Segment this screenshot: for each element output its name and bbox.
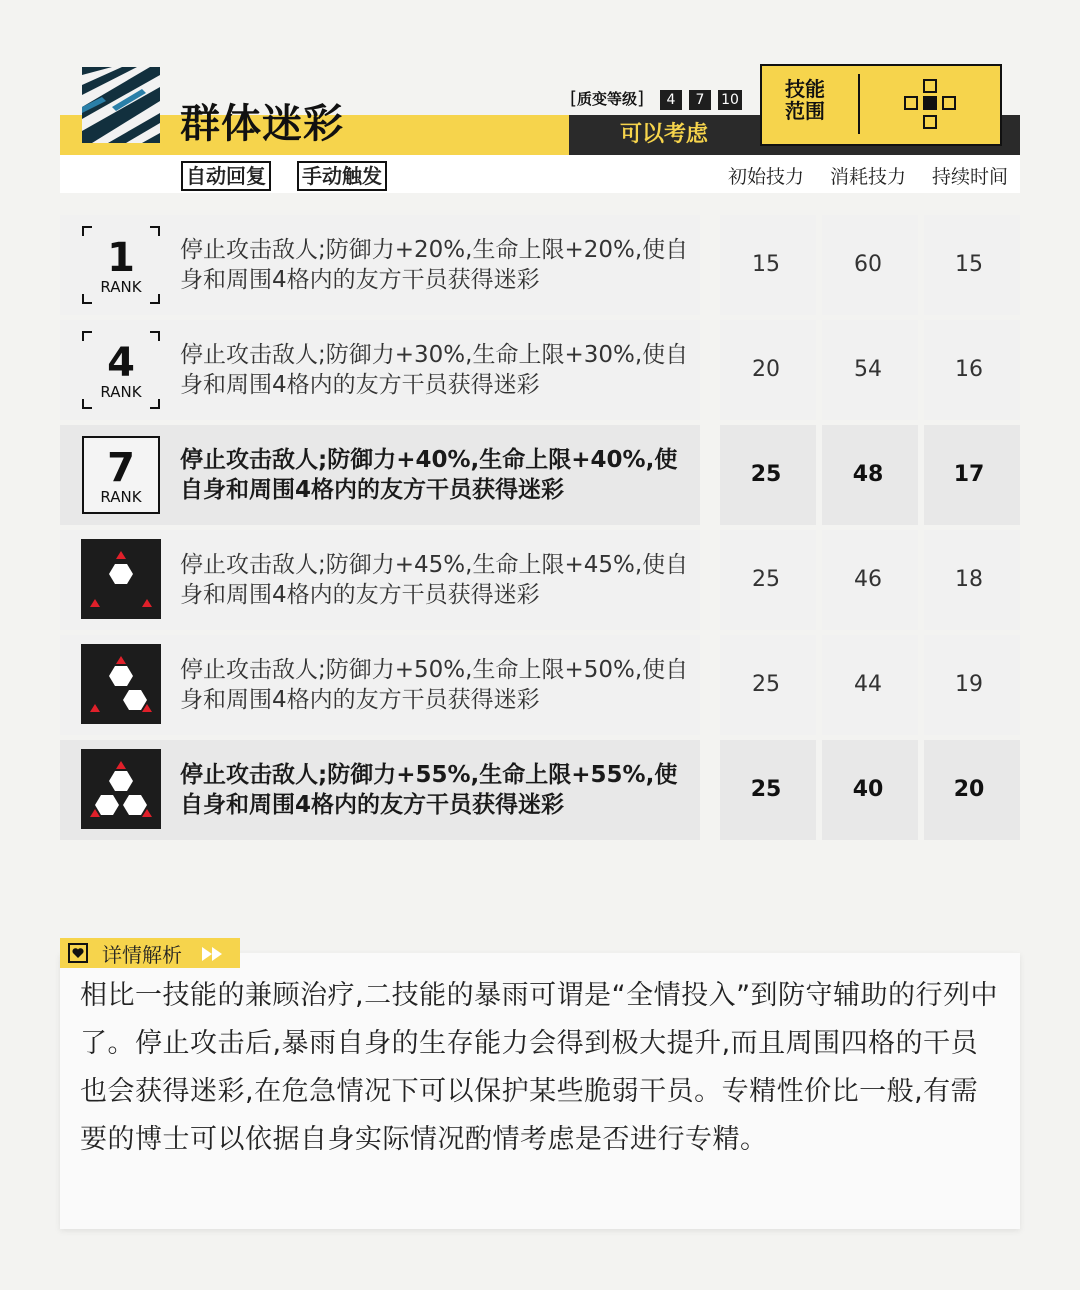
heart-icon [68, 943, 88, 967]
duration-value: 15 [955, 252, 983, 277]
duration-value: 19 [955, 672, 983, 697]
rank-badge [82, 331, 160, 409]
level-description: 停止攻击敌人;防御力+20%,生命上限+20%,使自身和周围4格内的友方干员获得迷彩 [180, 237, 689, 293]
duration-value: 18 [955, 567, 983, 592]
initial-sp-value: 25 [750, 777, 782, 802]
rank-number: 4 [107, 340, 135, 386]
duration-value: 16 [955, 357, 983, 382]
skill-name: 群体迷彩 [180, 101, 344, 147]
rank-label: RANK [100, 488, 142, 506]
mastery-level-7: 7 [689, 90, 711, 110]
analysis-text: 相比一技能的兼顾治疗,二技能的暴雨可谓是“全情投入”到防守辅助的行列中了。停止攻击后,暴雨自身的生存能力会得到极大提升,而且周围四格的干员也会获得迷彩,在危急情况下可以保护某些脆弱干员。专精性价比一般,有需要的博士可以依据自身实际情况酌情考虑是否进行专精。 [80, 980, 999, 1155]
sp-cost-value: 40 [852, 777, 884, 802]
sp-cost-value: 44 [854, 672, 882, 697]
rank-label: RANK [100, 278, 142, 296]
level-description: 停止攻击敌人;防御力+55%,生命上限+55%,使自身和周围4格内的友方干员获得迷彩 [180, 762, 678, 818]
analysis-title: 详情解析 [102, 943, 182, 967]
level-description: 停止攻击敌人;防御力+40%,生命上限+40%,使自身和周围4格内的友方干员获得迷彩 [180, 447, 678, 503]
sp-cost-value: 54 [854, 357, 882, 382]
range-cell [923, 115, 937, 129]
mastery-level-10: 10 [718, 90, 742, 110]
range-cell [904, 96, 918, 110]
duration-value: 20 [953, 777, 985, 802]
mastery-label: [质变等级] [570, 88, 645, 109]
initial-sp-value: 25 [750, 462, 782, 487]
initial-sp-value: 25 [752, 567, 780, 592]
tag-manual-trigger: 手动触发 [297, 161, 387, 191]
skill-range-label: 技能范围 [785, 77, 825, 123]
initial-sp-value: 25 [752, 672, 780, 697]
rank-badge [82, 226, 160, 304]
level-description: 停止攻击敌人;防御力+30%,生命上限+30%,使自身和周围4格内的友方干员获得迷彩 [180, 342, 689, 398]
mastery-level-4: 4 [660, 90, 682, 110]
col-duration: 持续时间 [932, 166, 1009, 188]
level-description: 停止攻击敌人;防御力+50%,生命上限+50%,使自身和周围4格内的友方干员获得迷彩 [180, 657, 689, 713]
mastery-1-icon [81, 539, 161, 619]
zebra-camouflage-icon [82, 67, 160, 143]
rank-number: 7 [107, 445, 135, 491]
duration-value: 17 [953, 462, 985, 487]
double-arrow-icon [202, 946, 224, 965]
range-cell [942, 96, 956, 110]
rank-label: RANK [100, 383, 142, 401]
sp-cost-value: 60 [854, 252, 882, 277]
mastery-2-icon [81, 644, 161, 724]
initial-sp-value: 20 [752, 357, 780, 382]
mastery-recommendation: 可以考虑 [619, 122, 708, 147]
range-divider [858, 74, 860, 134]
rank-badge [82, 436, 160, 514]
mastery-3-icon [81, 749, 161, 829]
tag-auto-recovery: 自动回复 [181, 161, 271, 191]
col-initial-sp: 初始技力 [728, 166, 805, 188]
sp-cost-value: 46 [854, 567, 882, 592]
range-cell-self [923, 96, 937, 110]
col-sp-cost: 消耗技力 [830, 166, 907, 188]
range-cell [923, 79, 937, 93]
initial-sp-value: 15 [752, 252, 780, 277]
rank-number: 1 [107, 235, 135, 281]
level-description: 停止攻击敌人;防御力+45%,生命上限+45%,使自身和周围4格内的友方干员获得迷彩 [180, 552, 689, 608]
sp-cost-value: 48 [852, 462, 884, 487]
